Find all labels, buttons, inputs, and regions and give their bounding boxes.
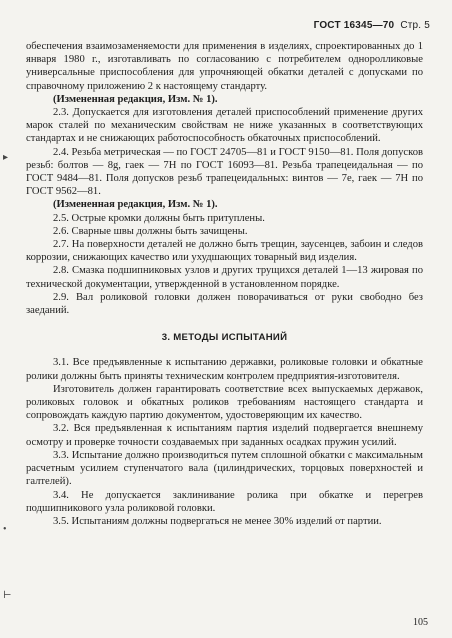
page-header: [314, 20, 430, 31]
paragraph: 3.5. Испытаниям должны подвергаться не менее 30% изделий от партии.: [53, 515, 382, 527]
section-title: 3. МЕТОДЫ ИСПЫТАНИЙ: [161, 332, 288, 344]
section-2-text: [26, 40, 423, 317]
paragraph: (Измененная редакция, Изм. № 1).: [53, 199, 218, 211]
standard-number: ГОСТ 16345—70: [313, 20, 395, 31]
paragraph: Изготовитель должен гарантировать соответствие всех выпускаемых державок, роликовых головок и обкатных роликов требованиям настоящего стандарта и сопровождать каждую партию документом, удостоверяющим их качество.: [26, 383, 423, 422]
paragraph: 2.7. На поверхности деталей не должно быть трещин, заусенцев, забоин и следов коррозии, снижающих качество или ухудшающих товарный вид изделия.: [26, 239, 423, 264]
paragraph: 2.6. Сварные швы должны быть зачищены.: [53, 225, 248, 237]
paragraph: 2.8. Смазка подшипниковых узлов и других трущихся деталей 1—13 жировая по технической документации, утвержденной в установленном порядке.: [26, 265, 423, 290]
margin-mark: •: [3, 524, 7, 535]
paragraph: 2.9. Вал роликовой головки должен поворачиваться от руки свободно без заеданий.: [26, 291, 423, 317]
page-number: 105: [413, 617, 428, 628]
margin-mark: ⊢: [3, 590, 12, 601]
paragraph: 3.2. Вся предъявленная к испытаниям партия изделий подвергается внешнему осмотру и проверке точности создаваемых при заданных осадках пружин усилий.: [26, 423, 423, 448]
margin-mark: ▸: [3, 152, 9, 163]
paragraph: 2.3. Допускается для изготовления деталей приспособлений применение других марок сталей по механическим свойствам не ниже указанных в соответствующих стандартах и не снижающих работоспособность обкаточных приспособлений.: [26, 107, 423, 145]
section-3-text: [26, 356, 423, 528]
paragraph: (Измененная редакция, Изм. № 1).: [53, 93, 218, 105]
paragraph: обеспечения взаимозаменяемости для применения в изделиях, спроектированных до 1 января 1980 г., изготавливать по согласованию с потребителем одноролликовые универсальные приспособления для упрочняющей обкатки деталей с допусками по справочному приложению 2 к настоящему стандарту.: [26, 41, 423, 92]
paragraph: 3.3. Испытание должно производиться путем сплошной обкатки с максимальным расчетным усилием ступенчатого вала (цилиндрических, торцовых поверхностей и галтелей).: [26, 449, 423, 488]
paragraph: 3.1. Все предъявленные к испытанию державки, роликовые головки и обкатные ролики должны быть приняты техническим контролем предприятия-изготовителя.: [26, 357, 423, 382]
paragraph: 2.5. Острые кромки должны быть притуплены.: [53, 212, 265, 224]
paragraph: 2.4. Резьба метрическая — по ГОСТ 24705—81 и ГОСТ 9150—81. Поля допусков резьб: болтов — 8g, гаек — 7H по ГОСТ 16093—81. Резьба трапецеидальная — по ГОСТ 9484—81. Поля допусков резьб трапецеидальных: винтов — 7e, гаек — 7H по ГОСТ 9562—81.: [26, 146, 423, 198]
paragraph: 3.4. Не допускается заклинивание ролика при обкатке и перегрев подшипникового узла роликовой головки.: [26, 489, 423, 514]
document-body: [26, 40, 423, 528]
page-reference: Стр. 5: [400, 20, 430, 31]
